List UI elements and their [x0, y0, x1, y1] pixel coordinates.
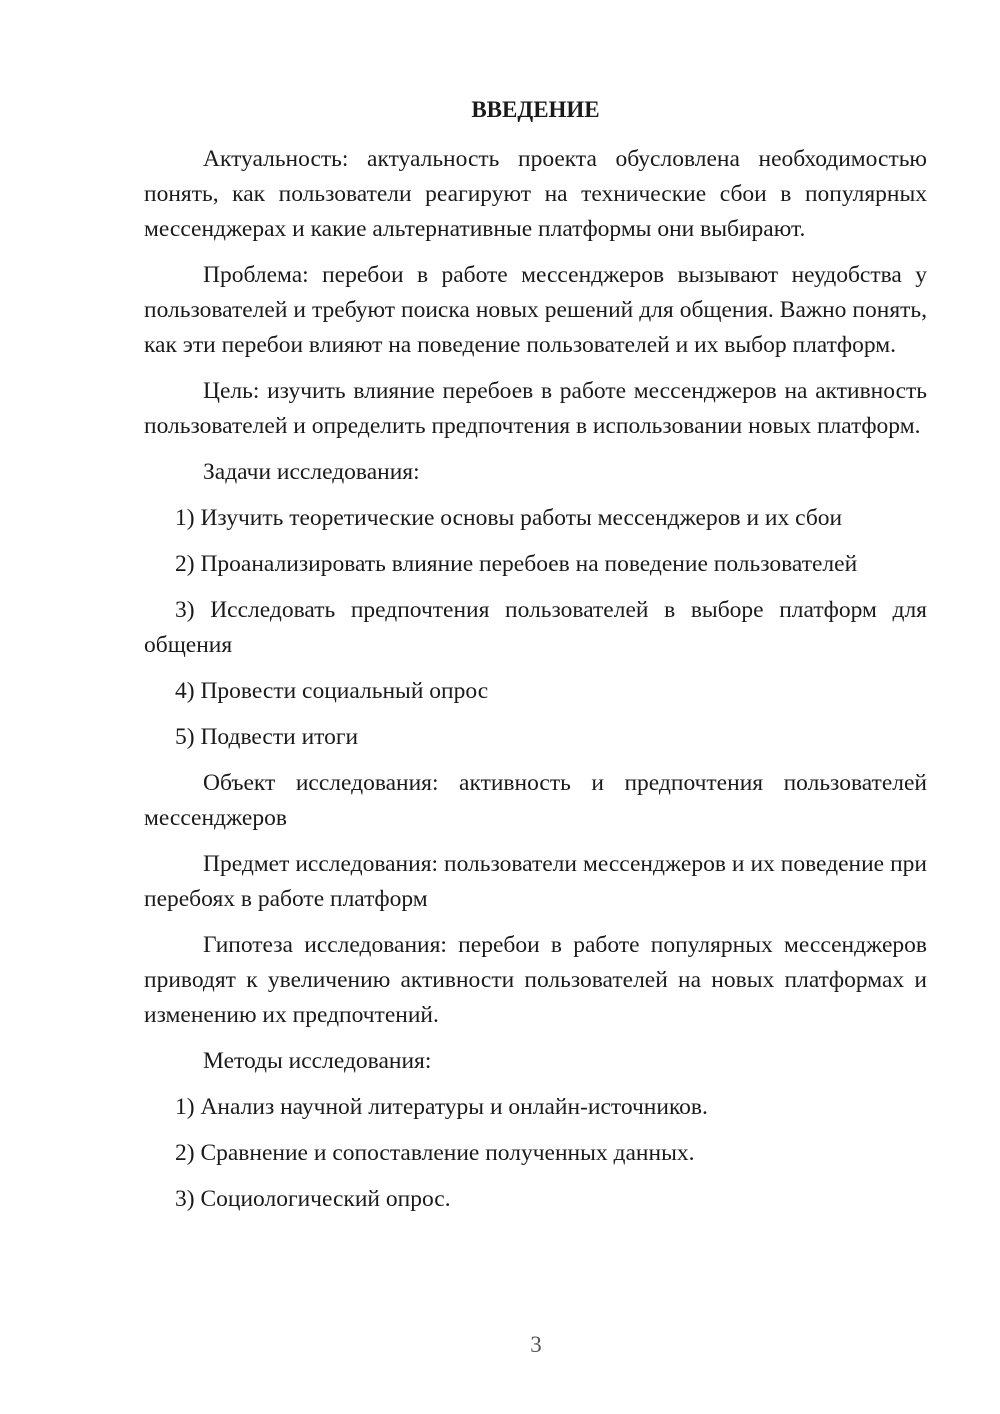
method-item: 3) Социологический опрос.: [175, 1186, 451, 1212]
problem-paragraph: Проблема: перебои в работе мессенджеров вызывают неудобства у пользователей и требуют поиска новых решений для общения. Важно понять, как эти перебои влияют на поведение пользователей и их выбор платформ.: [144, 262, 927, 358]
hypothesis-paragraph: Гипотеза исследования: перебои в работе популярных мессенджеров приводят к увеличению активности пользователей на новых платформах и изменению их предпочтений.: [144, 932, 927, 1028]
page-number: 3: [530, 1332, 542, 1357]
methods-heading: Методы исследования:: [203, 1048, 432, 1074]
section-title: ВВЕДЕНИЕ: [471, 97, 600, 122]
object-paragraph: Объект исследования: активность и предпочтения пользователей мессенджеров: [144, 770, 927, 831]
tasks-heading: Задачи исследования:: [203, 459, 420, 485]
task-item: 1) Изучить теоретические основы работы мессенджеров и их сбои: [175, 505, 843, 531]
relevance-paragraph: Актуальность: актуальность проекта обусловлена необходимостью понять, как пользователи реагируют на технические сбои в популярных мессенджерах и какие альтернативные платформы они выбирают.: [144, 146, 927, 242]
task-item: 4) Провести социальный опрос: [175, 678, 489, 704]
goal-paragraph: Цель: изучить влияние перебоев в работе мессенджеров на активность пользователей и определить предпочтения в использовании новых платформ.: [144, 378, 927, 439]
document-body: [144, 92, 927, 1228]
method-item: 1) Анализ научной литературы и онлайн-источников.: [175, 1094, 708, 1120]
method-item: 2) Сравнение и сопоставление полученных данных.: [175, 1140, 695, 1166]
task-item: 3) Исследовать предпочтения пользователей в выборе платформ для общения: [144, 597, 927, 658]
task-item: 5) Подвести итоги: [175, 724, 359, 750]
subject-paragraph: Предмет исследования: пользователи мессенджеров и их поведение при перебоях в работе платформ: [144, 851, 927, 912]
task-item: 2) Проанализировать влияние перебоев на поведение пользователей: [175, 551, 858, 577]
